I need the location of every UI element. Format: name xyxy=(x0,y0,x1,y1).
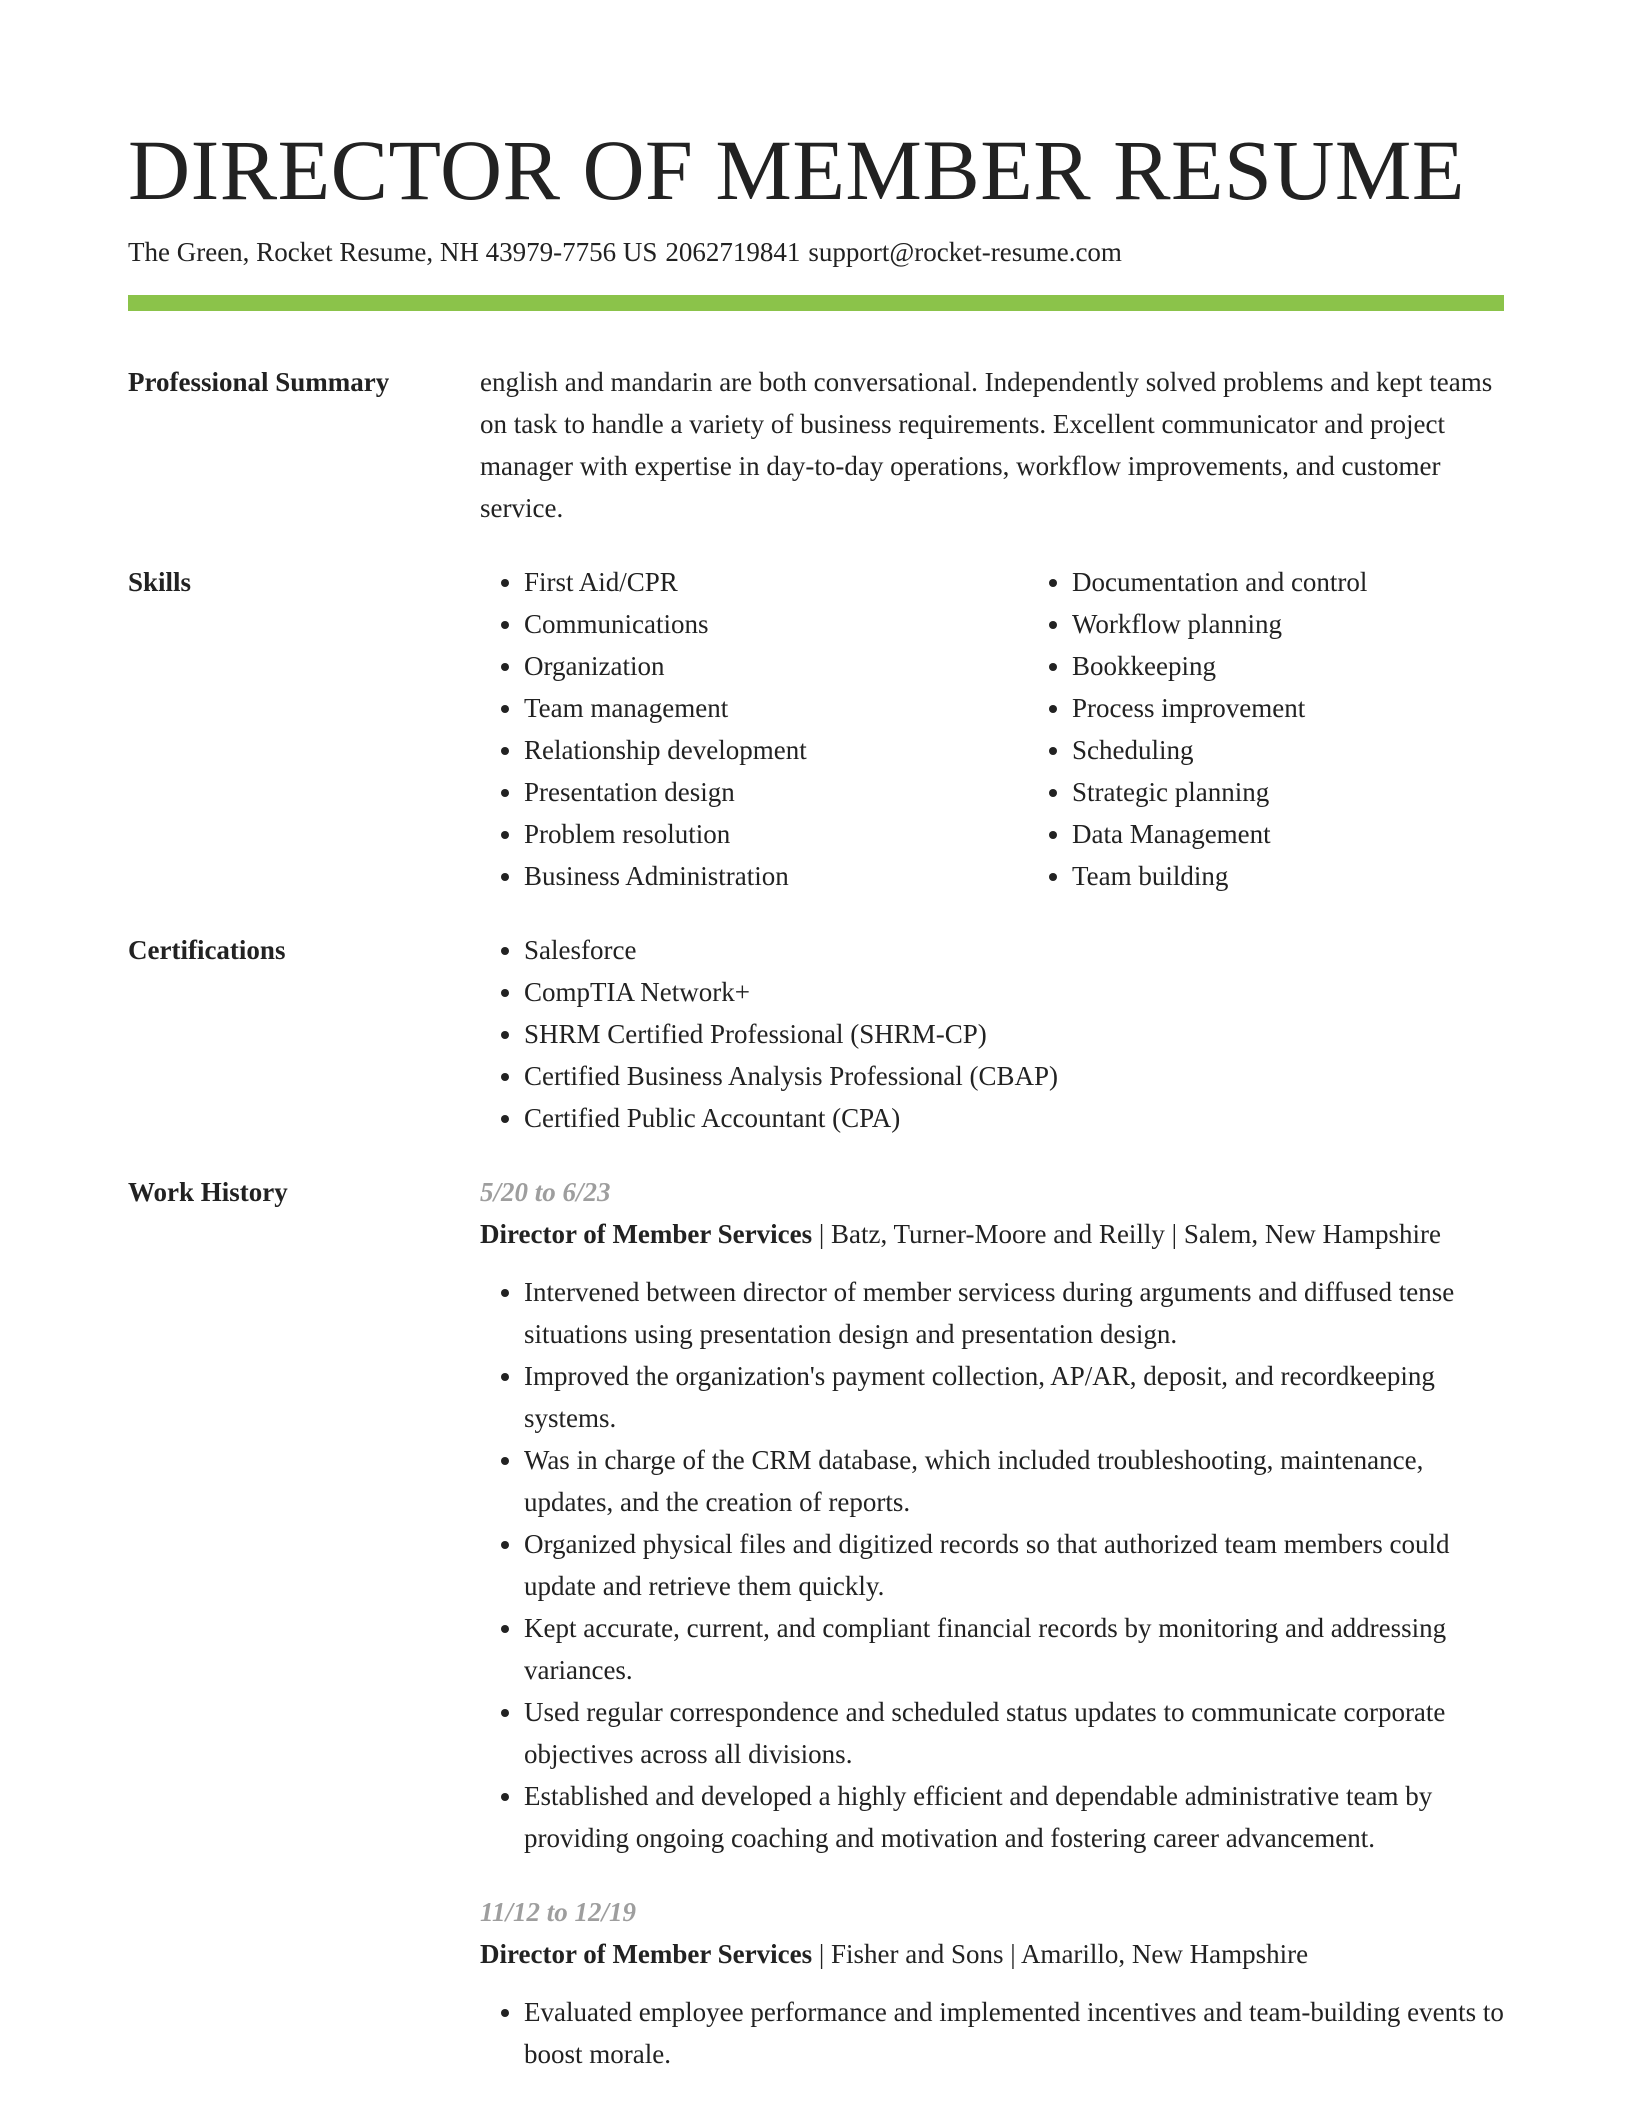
list-item: • Organization xyxy=(524,645,1028,687)
job-bullets xyxy=(480,1991,1504,2075)
skills-section xyxy=(128,561,1504,897)
list-item: • Organized physical files and digitized records so that authorized team members could update and retrieve them quickly. xyxy=(524,1523,1504,1607)
contact-line xyxy=(128,234,1504,270)
header-divider xyxy=(128,295,1504,311)
skills-heading: Skills xyxy=(128,567,192,597)
skills-list-left xyxy=(480,561,1028,897)
certifications-section xyxy=(128,929,1504,1139)
list-item: • Presentation design xyxy=(524,771,1028,813)
skills-list-right xyxy=(1028,561,1576,897)
list-item: • Problem resolution xyxy=(524,813,1028,855)
list-item: • Workflow planning xyxy=(1072,603,1576,645)
job-header xyxy=(480,1213,1504,1255)
resume-title: DIRECTOR OF MEMBER RESUME xyxy=(128,122,1465,218)
list-item: • Communications xyxy=(524,603,1028,645)
summary-section xyxy=(128,361,1504,529)
work-history-section xyxy=(128,1171,1504,2075)
job-role: Director of Member Services xyxy=(480,1219,813,1249)
list-item: • Evaluated employee performance and implemented incentives and team-building events to boost morale. xyxy=(524,1991,1504,2075)
list-item: • Strategic planning xyxy=(1072,771,1576,813)
list-item: • Business Administration xyxy=(524,855,1028,897)
job-bullets xyxy=(480,1271,1504,1859)
list-item: • SHRM Certified Professional (SHRM-CP) xyxy=(524,1013,1504,1055)
list-item: • Improved the organization's payment collection, AP/AR, deposit, and recordkeeping systems. xyxy=(524,1355,1504,1439)
certifications-list xyxy=(480,929,1504,1139)
list-item: • Data Management xyxy=(1072,813,1576,855)
job-details: | Fisher and Sons | Amarillo, New Hampshire xyxy=(812,1939,1309,1969)
list-item: • Documentation and control xyxy=(1072,561,1576,603)
list-item: • First Aid/CPR xyxy=(524,561,1028,603)
list-item: • Used regular correspondence and scheduled status updates to communicate corporate objectives across all divisions. xyxy=(524,1691,1504,1775)
contact-email: support@rocket-resume.com xyxy=(808,237,1122,267)
list-item: • Certified Business Analysis Professional (CBAP) xyxy=(524,1055,1504,1097)
list-item: • Bookkeeping xyxy=(1072,645,1576,687)
list-item: • Certified Public Accountant (CPA) xyxy=(524,1097,1504,1139)
list-item: • Kept accurate, current, and compliant financial records by monitoring and addressing variances. xyxy=(524,1607,1504,1691)
list-item: • Salesforce xyxy=(524,929,1504,971)
list-item: • Established and developed a highly efficient and dependable administrative team by providing ongoing coaching and motivation and fostering career advancement. xyxy=(524,1775,1504,1859)
list-item: • Was in charge of the CRM database, which included troubleshooting, maintenance, updates, and the creation of reports. xyxy=(524,1439,1504,1523)
list-item: • Team building xyxy=(1072,855,1576,897)
list-item: • Team management xyxy=(524,687,1028,729)
list-item: • Process improvement xyxy=(1072,687,1576,729)
list-item: • Scheduling xyxy=(1072,729,1576,771)
summary-text: english and mandarin are both conversational. Independently solved problems and kept teams on task to handle a variety of business requirements. Excellent communicator and project manager with expertise in day-to-day operations, workflow improvements, and customer service. xyxy=(480,367,1493,523)
certifications-heading: Certifications xyxy=(128,935,286,965)
contact-phone: 2062719841 xyxy=(665,237,801,267)
job-entry xyxy=(480,1891,1504,2075)
job-entry xyxy=(480,1171,1504,1859)
resume-page xyxy=(128,0,1504,2075)
job-header xyxy=(480,1933,1504,1975)
job-details: | Batz, Turner-Moore and Reilly | Salem, New Hampshire xyxy=(812,1219,1442,1249)
job-role: Director of Member Services xyxy=(480,1939,813,1969)
job-dates: 5/20 to 6/23 xyxy=(480,1177,611,1207)
job-dates: 11/12 to 12/19 xyxy=(480,1897,637,1927)
contact-address: The Green, Rocket Resume, NH 43979-7756 US xyxy=(128,237,658,267)
list-item: • Intervened between director of member servicess during arguments and diffused tense situations using presentation design and presentation design. xyxy=(524,1271,1504,1355)
work-history-heading: Work History xyxy=(128,1177,288,1207)
list-item: • Relationship development xyxy=(524,729,1028,771)
summary-heading: Professional Summary xyxy=(128,367,390,397)
list-item: • CompTIA Network+ xyxy=(524,971,1504,1013)
